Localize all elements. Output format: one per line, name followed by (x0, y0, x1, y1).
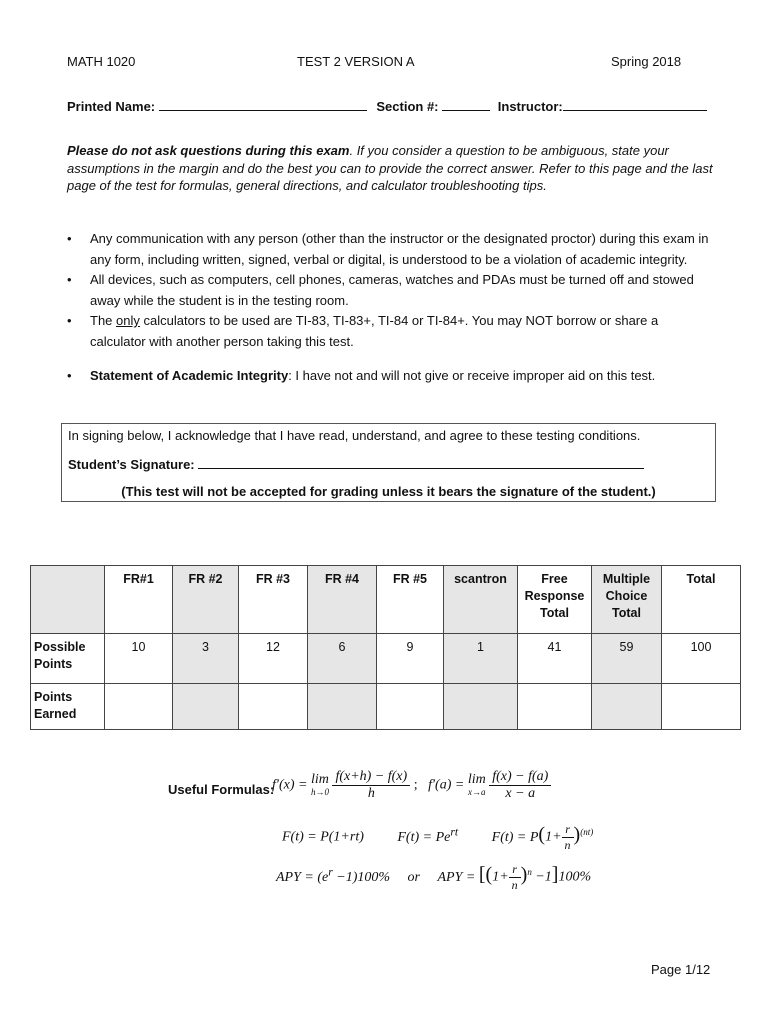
row-label-earned: Points Earned (31, 684, 105, 730)
intro-paragraph (67, 142, 717, 195)
possible-fr4: 6 (308, 634, 377, 684)
integrity-heading: Statement of Academic Integrity (90, 368, 289, 383)
table-row (31, 684, 741, 730)
signature-box (61, 423, 716, 502)
rules-list (67, 229, 717, 387)
possible-fr3: 12 (239, 634, 308, 684)
possible-scantron: 1 (444, 634, 518, 684)
table-corner-cell (31, 566, 105, 634)
header-scantron: scantron (444, 566, 518, 634)
earned-fr3[interactable] (239, 684, 308, 730)
rule-calculators (67, 311, 717, 352)
header-fr3: FR #3 (239, 566, 308, 634)
score-table (30, 565, 741, 730)
instructor-field[interactable] (563, 99, 707, 111)
rule-emphasis: only (116, 313, 140, 328)
test-title: TEST 2 VERSION A (297, 54, 415, 69)
earned-fr-total[interactable] (518, 684, 592, 730)
header-fr1: FR#1 (105, 566, 173, 634)
table-header-row (31, 566, 741, 634)
header-total: Total (662, 566, 741, 634)
rule-text: : I have not and will not give or receive improper aid on this test. (288, 368, 656, 383)
section-field[interactable] (442, 99, 490, 111)
possible-fr1: 10 (105, 634, 173, 684)
bullet-icon: • (67, 272, 72, 287)
signature-label: Student’s Signature: (68, 457, 195, 472)
header-fr4: FR #4 (308, 566, 377, 634)
signature-note: (This test will not be accepted for grading unless it bears the signature of the student.) (121, 484, 656, 499)
earned-total[interactable] (662, 684, 741, 730)
signature-row (68, 457, 644, 472)
header-fr5: FR #5 (377, 566, 444, 634)
bullet-icon: • (67, 368, 72, 383)
possible-fr5: 9 (377, 634, 444, 684)
rule-communication (67, 229, 717, 270)
intro-bold: Please do not ask questions during this exam (67, 143, 350, 158)
header-mc-total: Multiple Choice Total (592, 566, 662, 634)
student-info-fields (67, 99, 707, 114)
possible-total: 100 (662, 634, 741, 684)
section-label: Section #: (376, 99, 439, 114)
term: Spring 2018 (611, 54, 682, 69)
rule-devices (67, 270, 717, 311)
header-fr-total: Free Response Total (518, 566, 592, 634)
page-number: Page 1/12 (651, 962, 711, 977)
row-label-possible: Possible Points (31, 634, 105, 684)
possible-mc-total: 59 (592, 634, 662, 684)
growth-formulas: F(t) = P(1+rt) $F(t) = Pe^{rt}$ F(t) = P(1+ $\frac{r}{n}$ )$^{(nt)}$ (282, 822, 594, 852)
acknowledge-text: In signing below, I acknowledge that I have read, understand, and agree to these testing conditions. (68, 428, 641, 443)
earned-fr1[interactable] (105, 684, 173, 730)
earned-fr2[interactable] (173, 684, 239, 730)
rule-text: All devices, such as computers, cell phones, cameras, watches and PDAs must be turned off and stowed away while the student is in the testing room. (90, 272, 694, 308)
header-fr2: FR #2 (173, 566, 239, 634)
rule-text: Any communication with any person (other than the instructor or the designated proctor) during this exam in any form, including written, signed, verbal or digital, is understood to be a violation of academic integrity. (90, 231, 709, 267)
apy-formulas: APY = $(e^r -1)100\%$ or APY = [(1+ $\frac{r}{n}$ )$^n$ −1]100% (276, 862, 592, 892)
earned-fr5[interactable] (377, 684, 444, 730)
rule-text: The (90, 313, 117, 328)
formulas-label: Useful Formulas: (168, 782, 275, 797)
intro-rest: . If you consider a question to be ambiguous, state your assumptions in the margin and do the best you can to provide the correct answer. Refer to this page and the last page of the test for formulas, general directions, and calculator troubleshooting tips. (67, 143, 713, 193)
earned-fr4[interactable] (308, 684, 377, 730)
signature-field[interactable] (198, 457, 644, 469)
bullet-icon: • (67, 313, 72, 328)
printed-name-field[interactable] (159, 99, 367, 111)
table-row (31, 634, 741, 684)
earned-scantron[interactable] (444, 684, 518, 730)
possible-fr-total: 41 (518, 634, 592, 684)
rule-text: calculators to be used are TI-83, TI-83+, TI-84 or TI-84+. You may NOT borrow or share a calculator with another person taking this test. (90, 313, 659, 349)
derivative-formulas: f′(x) = lim h→0 $\frac{f(x+h) - f(x)}{h}$ ; f′(a) = lim x→a $\frac{f(x) - f(a)}{x - a}$ (272, 769, 551, 802)
possible-fr2: 3 (173, 634, 239, 684)
printed-name-label: Printed Name: (67, 99, 156, 114)
bullet-icon: • (67, 231, 72, 246)
rule-integrity (67, 366, 717, 387)
instructor-label: Instructor: (497, 99, 563, 114)
course-code: MATH 1020 (67, 54, 136, 69)
earned-mc-total[interactable] (592, 684, 662, 730)
